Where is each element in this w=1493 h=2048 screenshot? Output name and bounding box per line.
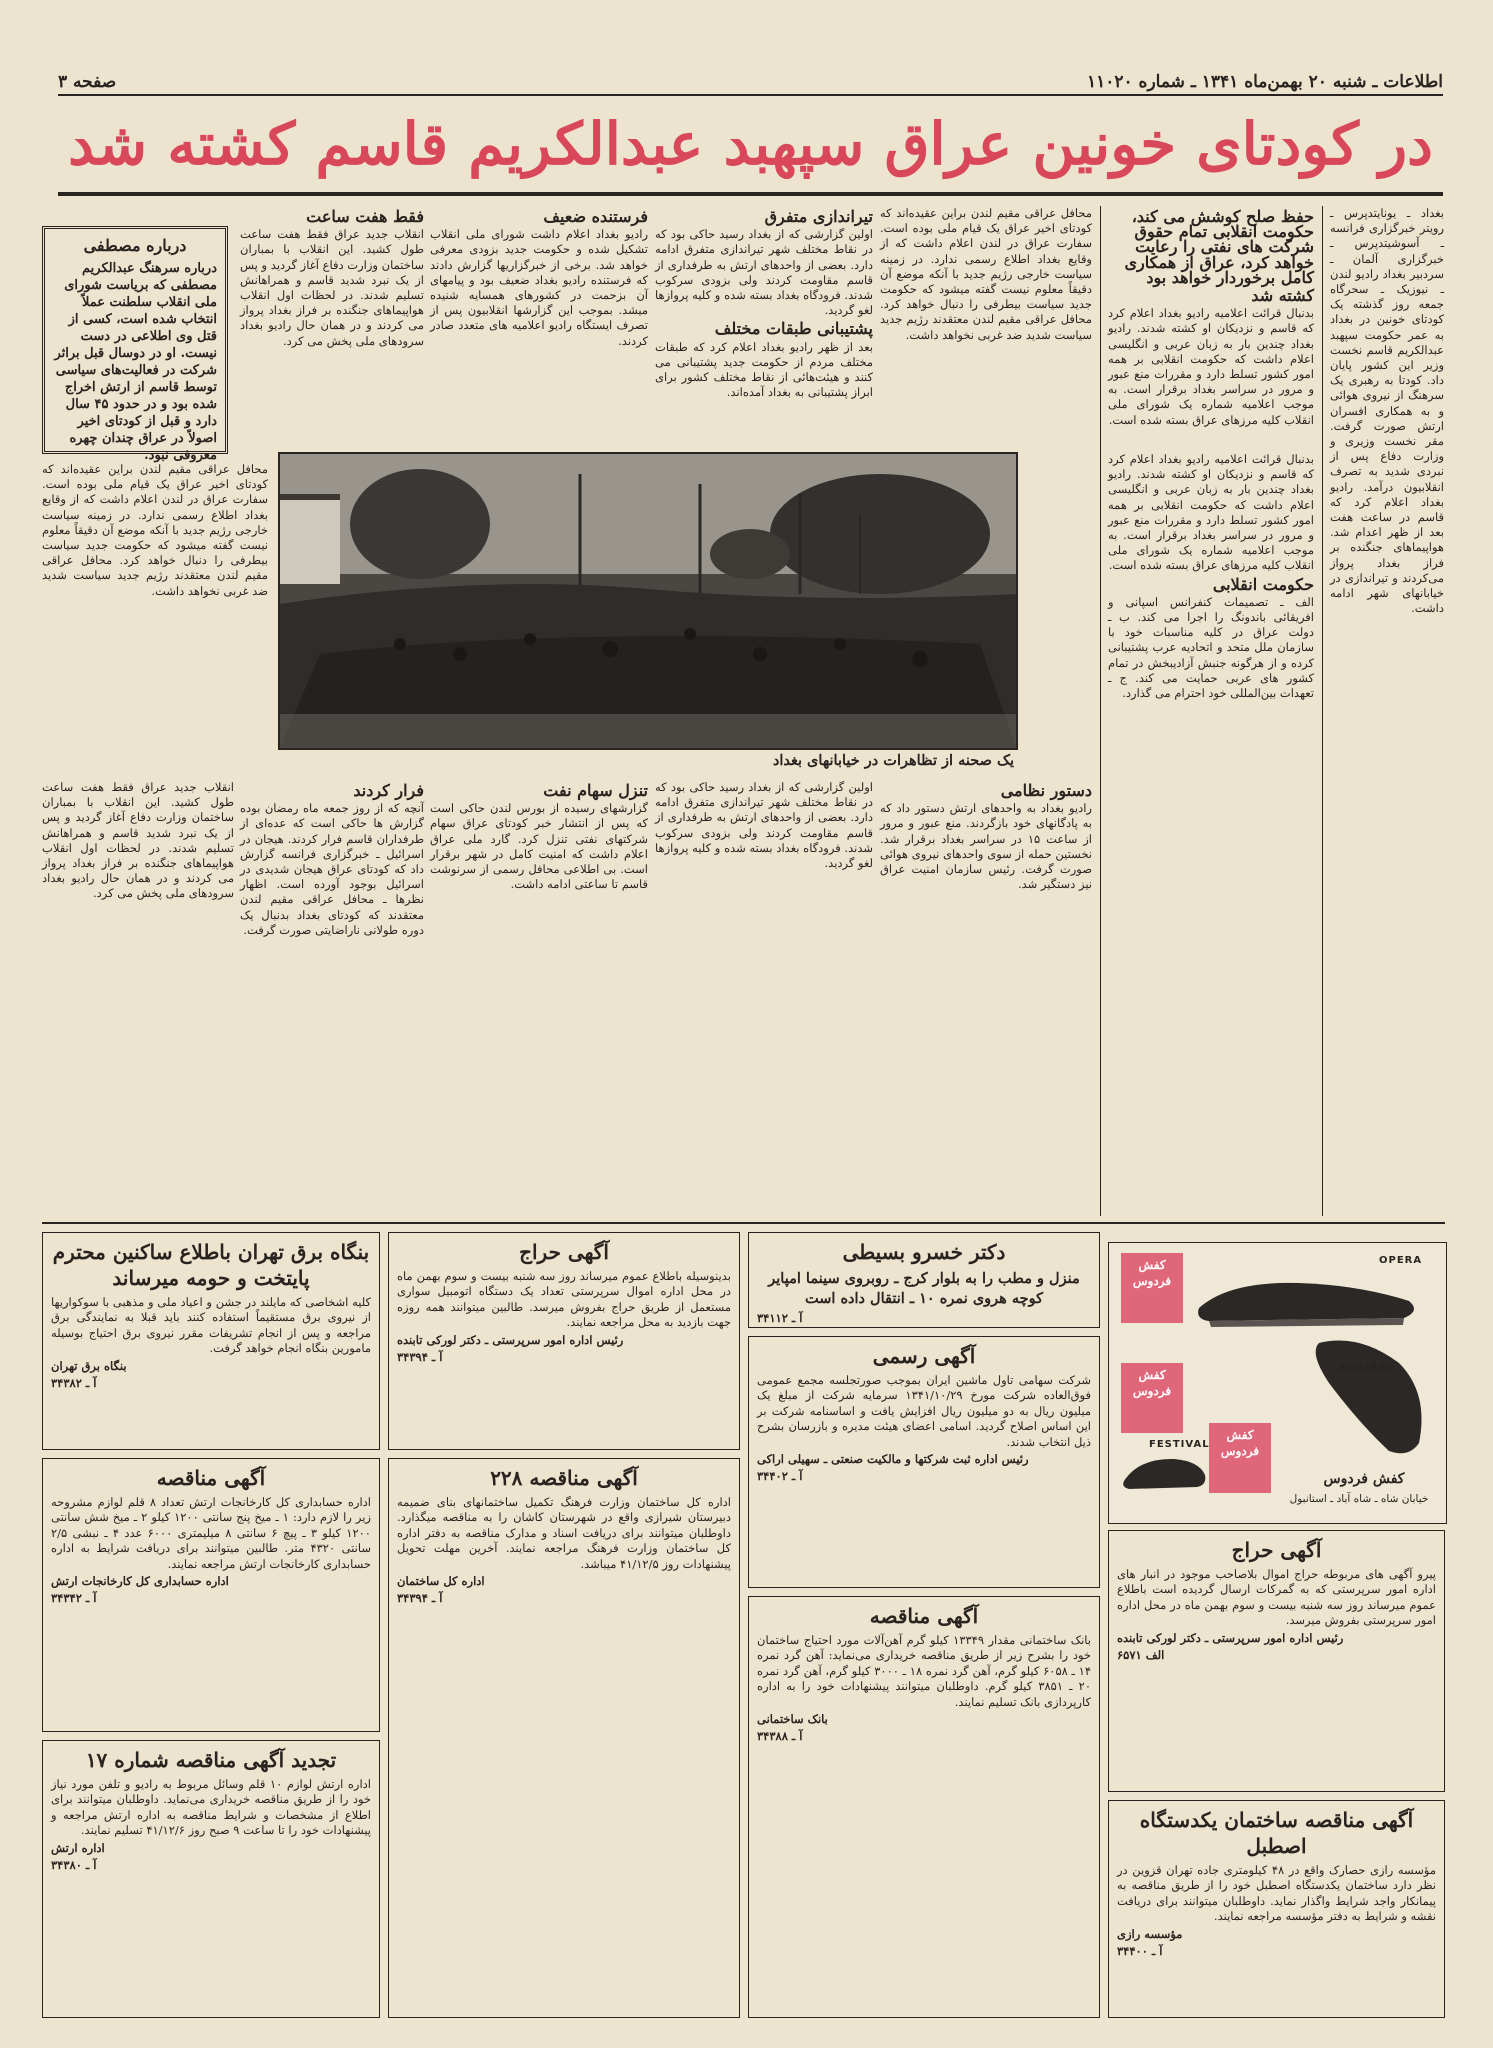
article-column-4 (655, 206, 873, 446)
article-text: رادیو بغداد به واحدهای ارتش دستور داد که به پادگانهای خود بازگردند. منع عبور و مرور از ساعت ۱۵ در سراسر بغداد برقرار شد. نخستین حمله از سوی واحدهای نیروی هوائی صورت گرفت. رئیس سازمان امنیت عراق نیز دستگیر شد. (880, 801, 1092, 892)
subheading: فرستنده ضعیف (543, 207, 648, 226)
ad-code: آ ـ ۳۴۴۰۲ (757, 1469, 803, 1484)
ad-title: تجدید آگهی مناقصه شماره ۱۷ (85, 1748, 337, 1772)
ad-doctor (748, 1232, 1100, 1328)
subheading: پشتیبانی طبقات مختلف (714, 319, 873, 339)
ad-body: کلیه اشخاصی که مایلند در جشن و اعیاد ملی و مذهبی با سوکواریها از نیروی برق مستقیماً استفاده کنند باید قبلا به نمایندگی برق مراجعه و پس از انجام تشریفات مقرر نیروی برق احتیاج بوسیله مامورین بنگاه انجام خواهد گرفت. (51, 1295, 371, 1356)
article-column-1 (1330, 206, 1444, 976)
article-text: انقلاب جدید عراق فقط هفت ساعت طول کشید. این انقلاب با بمباران ساختمان وزارت دفاع آغاز گردید و پس از یک نبرد شدید قاسم و همراهانش تسلیم شدند. در لحظات اول انقلاب هواپیماهای جنگنده بر فراز بغداد پرواز می کردند و در همان حال رادیو بغداد سرودهای ملی پخش می کرد. (240, 227, 424, 348)
lower-column-4 (430, 780, 648, 1212)
ad-footer: اداره حسابداری کل کارخانجات ارتش (51, 1574, 229, 1589)
shoe-opera-illustration (1189, 1263, 1429, 1333)
article-text: انقلاب جدید عراق فقط هفت ساعت طول کشید. این انقلاب با بمباران ساختمان وزارت دفاع آغاز گردید و پس از یک نبرد شدید قاسم و همراهانش تسلیم شدند. در لحظات اول انقلاب هواپیماهای جنگنده بر فراز بغداد پرواز می کردند و در همان حال رادیو بغداد سرودهای ملی پخش می کرد. (42, 780, 234, 901)
shoe-festival-illustration (1119, 1443, 1209, 1503)
ad-title: آگهی رسمی (872, 1344, 976, 1368)
ad-auction-2 (1108, 1530, 1445, 1792)
ad-footer: رئیس اداره ثبت شرکتها و مالکیت صنعتی ـ سهیلی اراکی (757, 1452, 1029, 1467)
ad-code: آ ـ ۳۴۳۴۲ (51, 1591, 97, 1606)
lower-column-2 (880, 780, 1092, 1212)
shoe-antibes-illustration (1289, 1333, 1439, 1463)
ad-title: آگهی مناقصه ۲۲۸ (490, 1466, 638, 1490)
crowd-photo-illustration (280, 454, 1016, 748)
model-label: ANTIBES (1339, 1363, 1395, 1374)
article-text: اولین گزارشی که از بغداد رسید حاکی بود که در نقاط مختلف شهر تیراندازی متفرق ادامه دارد. بعضی از واحدهای ارتش به طرفداری از قاسم مقاومت کردند ولی بزودی سرکوب شدند. فرودگاه بغداد بسته شده و کلیه پروازها لغو گردید. (655, 780, 873, 871)
article-column-5 (430, 206, 648, 446)
ad-tender-17 (42, 1740, 380, 2018)
subheading: تنزل سهام نفت (543, 781, 648, 800)
subheading: حفظ صلح کوشش می کند، حکومت انقلابی تمام حقوق شرکت های نفتی را رعایت خواهد کرد، عراق از همکاری کامل برخوردار خواهد بود (1124, 207, 1314, 287)
ad-footer: اداره ارتش (51, 1840, 105, 1855)
article-text: بدنبال قرائت اعلامیه رادیو بغداد اعلام کرد که قاسم و نزدیکان او کشته شدند. رادیو بغداد چندین بار به زبان عربی و انگلیسی اعلام داشت که حکومت انقلابی بر همه امور کشور تسلط دارد و مقررات منع عبور و مرور در سراسر بغداد برقرار است. به موجب اعلامیه شماره یک شورای ملی انقلاب کلیه مرزهای عراق بسته شده است. (1108, 452, 1314, 573)
ad-code: آ ـ ۳۴۳۸۸ (757, 1729, 803, 1744)
ad-tender-stable (1108, 1800, 1445, 2018)
news-photo (278, 452, 1018, 750)
ad-title: آگهی حراج (1231, 1538, 1322, 1562)
masthead-dateline: اطلاعات ـ شنبه ۲۰ بهمن‌ماه ۱۳۴۱ ـ شماره ۱۱۰۲۰ (1086, 72, 1443, 92)
brand-name: کفش فردوس (1323, 1471, 1405, 1487)
article-text: محافل عراقی مقیم لندن براین عقیده‌اند که کودتای اخیر عراق یک قیام ملی بوده است. سفارت عراق در لندن اعلام داشت که از وقایع بغداد اطلاع رسمی ندارد. در زمینه سیاست خارجی رژیم جدید با آنکه موضع آن دقیقاً معلوم نیست گفته میشود که حکومت جدید سیاست بیطرفی را دنبال خواهد کرد. محافل عراقی مقیم لندن معتقدند رژیم جدید سیاست شدید ضد غربی نخواهد داشت. (42, 462, 268, 598)
model-label: OPERA (1379, 1255, 1423, 1266)
ad-body: اداره حسابداری کل کارخانجات ارتش تعداد ۸ قلم لوازم مشروحه زیر را لازم دارد: ۱ ـ میخ پنج سانتی ۱۲۰۰ کیلو ۲ ـ میخ شش سانتی ۱۲۰۰ کیلو ۳ ـ پیچ ۶ سانتی ۸ میلیمتری ۶۰۰۰ عدد ۴ ـ نبشی ۲/۵ سانتی ۴۳۲۰ متر. طالبین میتوانند برای دریافت شرایط به اداره حسابداری کارخانجات ارتش مراجعه نمایند. (51, 1495, 371, 1571)
ad-title: آگهی حراج (519, 1240, 609, 1264)
page-number: صفحه ۳ (58, 72, 117, 92)
ad-tender-228 (388, 1458, 740, 2018)
ad-footer: مؤسسه رازی (1117, 1926, 1183, 1941)
article-text: بغداد ـ یونایتدپرس ـ رویتر خبرگزاری فرانسه ـ آسوشیتدپرس ـ خبرگزاری آلمان ـ سردبیر بغداد رادیو لندن ـ نیوزیک ـ سحرگاه جمعه روز گذشته یک کودتای خونین در بغداد به عمر حکومت سپهبد عبدالکریم قاسم نخست وزیر این کشور پایان داد. کودتا به رهبری یک سرهنگ از نیروی هوائی و به همکاری افسران ارتش صورت گرفت. مقر نخست وزیری و وزارت دفاع پس از نبردی شدید به تصرف انقلابیون درآمد. رادیو بغداد اعلام کرد که قاسم در ساعت هفت بعد از ظهر اعدام شد. هواپیماهای جنگنده بر فراز بغداد پرواز می‌کردند و تیراندازی در خیابانهای شهر ادامه داشت. (1330, 206, 1444, 616)
article-text: بدنبال قرائت اعلامیه رادیو بغداد اعلام کرد که قاسم و نزدیکان او کشته شدند. رادیو بغداد چندین بار به زبان عربی و انگلیسی اعلام داشت که حکومت انقلابی بر همه امور کشور تسلط دارد و مقررات منع عبور و مرور در سراسر بغداد برقرار است. به موجب اعلامیه شماره یک شورای ملی انقلاب کلیه مرزهای عراق بسته شده است. (1108, 306, 1314, 427)
ad-subtitle: منزل و مطب را به بلوار کرج ـ روبروی سینما امپایر کوچه هروی نمره ۱۰ ـ انتقال داده است (768, 1270, 1080, 1307)
headline-rule (58, 192, 1443, 196)
lower-column-6 (42, 780, 234, 1212)
ad-body: بدینوسیله باطلاع عموم میرساند روز سه شنبه بیست و سوم بهمن ماه در محل اداره اموال سرپرستی تعداد یک دستگاه اتومبیل سواری مستعمل از طریق حراج بفروش میرسد. طالبین میتوانند همه روزه جهت بازدید به محل مراجعه نمایند. (397, 1269, 731, 1330)
ad-tender-bank (748, 1596, 1100, 2018)
brand-badge: کفش فردوس (1121, 1253, 1183, 1323)
subheading: تیراندازی متفرق (764, 207, 873, 226)
article-column-3 (880, 206, 1092, 446)
ad-title: آگهی مناقصه (869, 1604, 979, 1628)
shoe-advertisement (1108, 1242, 1447, 1524)
article-text: اولین گزارشی که از بغداد رسید حاکی بود که در نقاط مختلف شهر تیراندازی متفرق ادامه دارد. بعضی از واحدهای ارتش به طرفداری از قاسم مقاومت کردند ولی بزودی سرکوب شدند. فرودگاه بغداد بسته شده و کلیه پروازها لغو گردید. (655, 227, 873, 318)
article-text: بعد از ظهر رادیو بغداد اعلام کرد که طبقات مختلف مردم از حکومت جدید پشتیبانی می کنند و هیئت‌هائی از نقاط مختلف کشور برای ابراز پشتیبانی به بغداد آمده‌اند. (655, 339, 873, 400)
ad-official-notice (748, 1336, 1100, 1588)
article-text: الف ـ تصمیمات کنفرانس اسپانی و افریقائی باندونگ را اجرا می کند. ب ـ دولت عراق در کلیه مناسبات خود با سازمان ملل متحد و اتحادیه عرب پشتیبانی کرده و از هرگونه جنبش آزادیبخش در تمام کشور های عربی حمایت می کند. ج ـ تعهدات بین‌المللی خود احترام می گذارد. (1108, 594, 1314, 701)
ad-code: آ ـ ۳۴۳۸۲ (51, 1375, 97, 1390)
subheading: کشته شد (1251, 286, 1314, 306)
ad-footer: اداره کل ساختمان (397, 1574, 485, 1589)
ad-code: آ ـ ۳۴۳۸۰ (51, 1857, 97, 1872)
model-label: FESTIVAL (1149, 1439, 1210, 1450)
ad-footer: بنگاه برق تهران (51, 1358, 127, 1373)
article-text: محافل عراقی مقیم لندن براین عقیده‌اند که کودتای اخیر عراق یک قیام ملی بوده است. سفارت عراق در لندن اعلام داشت که از وقایع بغداد اطلاع رسمی ندارد. در زمینه سیاست خارجی رژیم جدید با آنکه موضع آن دقیقاً معلوم نیست گفته میشود که حکومت جدید سیاست بیطرفی را دنبال خواهد کرد. محافل عراقی مقیم لندن معتقدند رژیم جدید سیاست شدید ضد غربی نخواهد داشت. (880, 206, 1092, 342)
article-text: رادیو بغداد اعلام داشت شورای ملی انقلاب تشکیل شده و حکومت جدید بزودی معرفی خواهد شد. برخی از خبرگزاریها گزارش دادند که فرستنده رادیو بغداد ضعیف بود و پیامهای آن بزحمت در کشورهای همسایه شنیده میشد. بموجب این گزارشها انقلابیون پس از تصرف ایستگاه رادیو اعلامیه های متعدد صادر کردند. (430, 227, 648, 348)
subheading: دستور نظامی (1000, 781, 1092, 800)
brand-badge: کفش فردوس (1121, 1363, 1183, 1433)
ad-title: آگهی مناقصه (156, 1466, 266, 1490)
ad-code: آ ـ ۳۴۳۹۴ (397, 1349, 443, 1364)
ad-code: آ ـ ۳۴۴۰۰ (1117, 1943, 1163, 1958)
article-text: گزارشهای رسیده از بورس لندن حاکی است که پس از انتشار خبر کودتای عراق سهام شرکتهای نفتی تنزل کرد. گارد ملی عراق اعلام داشت که امنیت کامل در شهر برقرار است. بی اطلاعی محافل رسمی از سرنوشت قاسم تا ساعتی ادامه داشت. (430, 801, 648, 892)
column-rule (1100, 206, 1101, 1216)
ad-tender-army (42, 1458, 380, 1732)
masthead (58, 72, 1443, 96)
ad-body: بانک ساختمانی مقدار ۱۳۳۴۹ کیلو گرم آهن‌آلات مورد احتیاج ساختمان خود را بشرح زیر از طریق مناقصه خریداری می‌نماید: آهن گرد نمره ۱۴ ـ ۶۰۵۸ کیلو گرم، آهن گرد نمره ۱۸ ـ ۳۰۰۰ کیلو گرم، آهن گرد نمره ۲۰ ـ ۳۸۵۱ کیلو گرم. داوطلبان میتوانند پیشنهادات خود را به اداره کارپردازی بانک تسلیم نمایند. (757, 1633, 1092, 1709)
ad-title: آگهی مناقصه ساختمان یکدستگاه اصطبل (1139, 1808, 1414, 1858)
lower-column-1 (1108, 452, 1314, 1212)
brand-address: خیابان شاه ـ شاه آباد ـ استانبول (1289, 1493, 1429, 1505)
ad-body: اداره کل ساختمان وزارت فرهنگ تکمیل ساختمانهای بنای ضمیمه دبیرستان شیرازی واقع در شهرستان کاشان را به مناقصه میگذارد. داوطلبان میتوانند برای دریافت اسناد و مدارک مناقصه به دفتر اداره کل ساختمان وزارت فرهنگ مراجعه نمایند. آخرین مهلت تحویل پیشنهادات روز ۴۱/۱۲/۵ میباشد. (397, 1495, 731, 1571)
subheading: فرار کردند (353, 781, 424, 800)
ad-footer: بانک ساختمانی (757, 1712, 828, 1727)
box-title: درباره مصطفی (83, 236, 187, 255)
article-column-left (42, 462, 268, 774)
ad-electric-company (42, 1232, 380, 1450)
ad-title: دکتر خسرو بسیطی (842, 1240, 1006, 1264)
ad-body: شرکت سهامی تاول ماشین ایران بموجب صورتجلسه مجمع عمومی فوق‌العاده شرکت مورخ ۱۳۴۱/۱۰/۲۹ سرمایه شرکت از مبلغ یک میلیون ریال به دو میلیون ریال افزایش یافت و اساسنامه شرکت بر این اساس اصلاح گردید. اسامی اعضای هیئت مدیره و بازرسان بشرح ذیل انتخاب شدند. (757, 1373, 1091, 1449)
ad-code: آ ـ ۳۴۱۱۲ (757, 1311, 803, 1325)
lower-column-5 (240, 780, 424, 1212)
ad-title: بنگاه برق تهران باطلاع ساکنین محترم پایتخت و حومه میرساند (52, 1240, 370, 1290)
lower-column-3 (655, 780, 873, 1212)
article-column-6 (240, 206, 424, 446)
ad-footer: رئیس اداره امور سرپرستی ـ دکتر لورکی تابنده (1117, 1630, 1344, 1645)
article-column-2 (1108, 206, 1314, 446)
subheading: حکومت انقلابی (1212, 574, 1314, 594)
ad-body: مؤسسه رازی حصارک واقع در ۴۸ کیلومتری جاده تهران قزوین در نظر دارد ساختمان یکدستگاه اصطبل خود را از طریق مناقصه به پیمانکار واجد شرایط واگذار نماید. داوطلبان میتوانند برای دریافت نقشه و شرایط به دفتر مؤسسه مراجعه نمایند. (1117, 1863, 1437, 1924)
ads-section-rule (42, 1222, 1445, 1224)
article-text: آنچه که از روز جمعه ماه رمضان بوده گزارش ها حاکی است که عده‌ای از طرفداران قاسم فرار کردند. هیجان در اسرائیل ـ خبرگزاری فرانسه گزارش داد که کودتای عراق هیجان شدیدی در اسرائیل بوجود آورده است. اظهار نظرها ـ محافل عراقی مقیم لندن معتقدند که کودتای بغداد بدنبال یک دوره طولانی ناراضایتی صورت گرفت. (240, 801, 424, 937)
main-headline: در کودتای خونین عراق سپهبد عبدالکریم قاسم کشته شد (68, 110, 1433, 178)
ad-code: آ ـ ۳۴۳۹۴ (397, 1591, 443, 1606)
column-rule (1322, 206, 1323, 1216)
box-text: درباره سرهنگ عبدالکریم مصطفی که بریاست شورای ملی انقلاب سلطنت عملاً انتخاب شده است، کسی از قتل وی اطلاعی در دست نیست. او در دوسال قبل براثر شرکت در فعالیت‌های سیاسی توسط قاسم از ارتش اخراج شده بود و در حدود ۴۵ سال دارد و قبل از کودتای اخیر اصولاً در عراق چندان چهره معروفی نبود. (54, 261, 217, 463)
brand-badge: کفش فردوس (1209, 1423, 1271, 1493)
ad-footer: رئیس اداره امور سرپرستی ـ دکتر لورکی تابنده (397, 1332, 624, 1347)
ad-code: الف ۶۵۷۱ (1117, 1647, 1165, 1662)
subheading: فقط هفت ساعت (306, 207, 424, 226)
sidebar-box (42, 226, 228, 463)
ad-auction-1 (388, 1232, 740, 1450)
photo-caption: یک صحنه از تظاهرات در خیابانهای بغداد (772, 752, 1014, 769)
ad-body: اداره ارتش لوازم ۱۰ قلم وسائل مربوط به رادیو و تلفن مورد نیاز خود را از طریق مناقصه خریداری می‌نماید. داوطلبان میتوانند برای اطلاع از مشخصات و شرایط مناقصه به اداره ارتش مراجعه و پیشنهادات خود را تا ساعت ۹ صبح روز ۴۱/۱۲/۶ تسلیم نمایند. (51, 1777, 371, 1838)
ad-body: پیرو آگهی های مربوطه حراج اموال بلاصاحب موجود در انبار های اداره امور سرپرستی که به گمرکات ارسال گردیده است باطلاع عموم میرساند روز سه شنبه بیست و سوم بهمن ماه در محل اداره امور سرپرستی بفروش میرسد. (1117, 1567, 1436, 1628)
